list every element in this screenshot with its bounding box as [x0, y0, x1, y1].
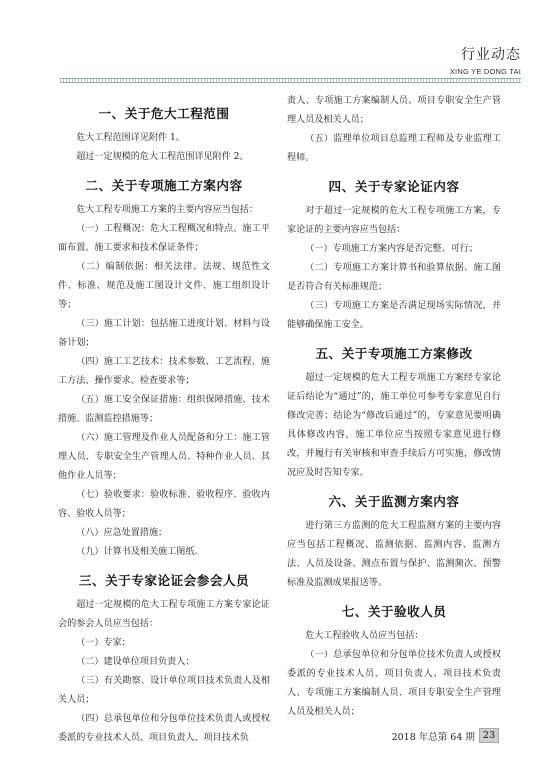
- paragraph: （二）建设单位项目负责人；: [76, 657, 195, 667]
- page-footer: [392, 728, 499, 743]
- paragraph: 进行第三方监测的危大工程监测方案的主要内容应当包括工程概况、监测依据、监测内容、监测方法、人员及设备、测点布置与保护、监测频次、预警标准及监测成果报送等。: [287, 521, 501, 588]
- paragraph: （六）施工管理及作业人员配备和分工：施工管理人员、专职安全生产管理人员、特种作业人员、其他作业人员等；: [58, 433, 270, 481]
- heading-review-content: 四、关于专家论证内容: [328, 179, 460, 194]
- paragraph: （一）工程概况：危大工程概况和特点、施工平面布置、施工要求和技术保证条件；: [58, 224, 270, 253]
- paragraph: （九）计算书及相关施工图纸。: [76, 547, 204, 557]
- paragraph: （三）有关勘察、设计单位项目技术负责人及相关人员；: [58, 676, 270, 705]
- paragraph: （三）专项施工方案是否满足现场实际情况，并能够确保施工安全。: [287, 301, 501, 330]
- paragraph: （八）应急处置措施；: [76, 528, 168, 538]
- paragraph: （七）验收要求：验收标准、验收程序、验收内容、验收人员等；: [58, 490, 270, 519]
- running-header: [450, 44, 521, 76]
- section-title: 行业动态: [461, 47, 521, 63]
- paragraph: （一）专项施工方案内容是否完整、可行；: [305, 244, 478, 254]
- paragraph: （五）施工安全保证措施：组织保障措施、技术措施、监测监控措施等；: [58, 395, 270, 424]
- page-number: 23: [479, 728, 499, 743]
- heading-attendees: 三、关于专家论证会参会人员: [78, 573, 250, 588]
- heading-plan-content: 二、关于专项施工方案内容: [85, 178, 243, 193]
- paragraph-continued: 责人、专项施工方案编制人员、项目专职安全生产管理人员及相关人员；: [287, 96, 501, 125]
- paragraph: （一）专家；: [76, 638, 131, 648]
- heading-scope: 一、关于危大工程范围: [98, 106, 230, 121]
- header-divider: [60, 78, 521, 83]
- paragraph: 危大工程范围详见附件 1。: [76, 133, 185, 143]
- paragraph: 超过一定规模的危大工程范围详见附件 2。: [76, 152, 249, 162]
- paragraph: （四）总承包单位和分包单位技术负责人或授权委派的专业技术人员、项目负责人、项目技术负: [58, 714, 270, 743]
- heading-acceptance: 七、关于验收人员: [341, 604, 447, 619]
- heading-plan-revision: 五、关于专项施工方案修改: [315, 346, 473, 361]
- paragraph: （四）施工工艺技术：技术参数、工艺流程、施工方法、操作要求、检查要求等；: [58, 357, 270, 386]
- paragraph: 危大工程专项施工方案的主要内容应当包括：: [76, 205, 259, 215]
- paragraph: 超过一定规模的危大工程专项施工方案经专家论证后结论为“通过”的，施工单位可参考专家意见自行修改完善；结论为“修改后通过”的，专家意见要明确具体修改内容，施工单位应当按照专家意见进行修改，并履行有关审核和审查手续后方可实施，修改情况应及时告知专家。: [287, 373, 501, 478]
- left-column: [58, 92, 270, 748]
- paragraph: 危大工程验收人员应当包括：: [305, 631, 424, 641]
- paragraph: （五）监理单位项目总监理工程师及专业监理工程师。: [287, 134, 501, 163]
- paragraph: （三）施工计划：包括施工进度计划、材料与设备计划；: [58, 319, 270, 348]
- right-column: [287, 92, 501, 722]
- heading-monitoring: 六、关于监测方案内容: [328, 494, 460, 509]
- paragraph: 超过一定规模的危大工程专项施工方案专家论证会的参会人员应当包括：: [58, 600, 270, 629]
- issue-label: 2018 年总第 64 期: [391, 731, 475, 743]
- paragraph: （二）专项施工方案计算书和验算依据、施工图是否符合有关标准规范；: [287, 263, 501, 292]
- paragraph: 对于超过一定规模的危大工程专项施工方案，专家论证的主要内容应当包括：: [287, 206, 501, 235]
- paragraph: （一）总承包单位和分包单位技术负责人或授权委派的专业技术人员、项目负责人、项目技术负责人、专项施工方案编制人员、项目专职安全生产管理人员及相关人员；: [287, 650, 501, 717]
- section-subtitle: XING YE DONG TAI: [449, 67, 521, 76]
- paragraph: （二）编制依据：相关法律、法规、规范性文件、标准、规范及施工图设计文件、施工组织设计等；: [58, 262, 270, 310]
